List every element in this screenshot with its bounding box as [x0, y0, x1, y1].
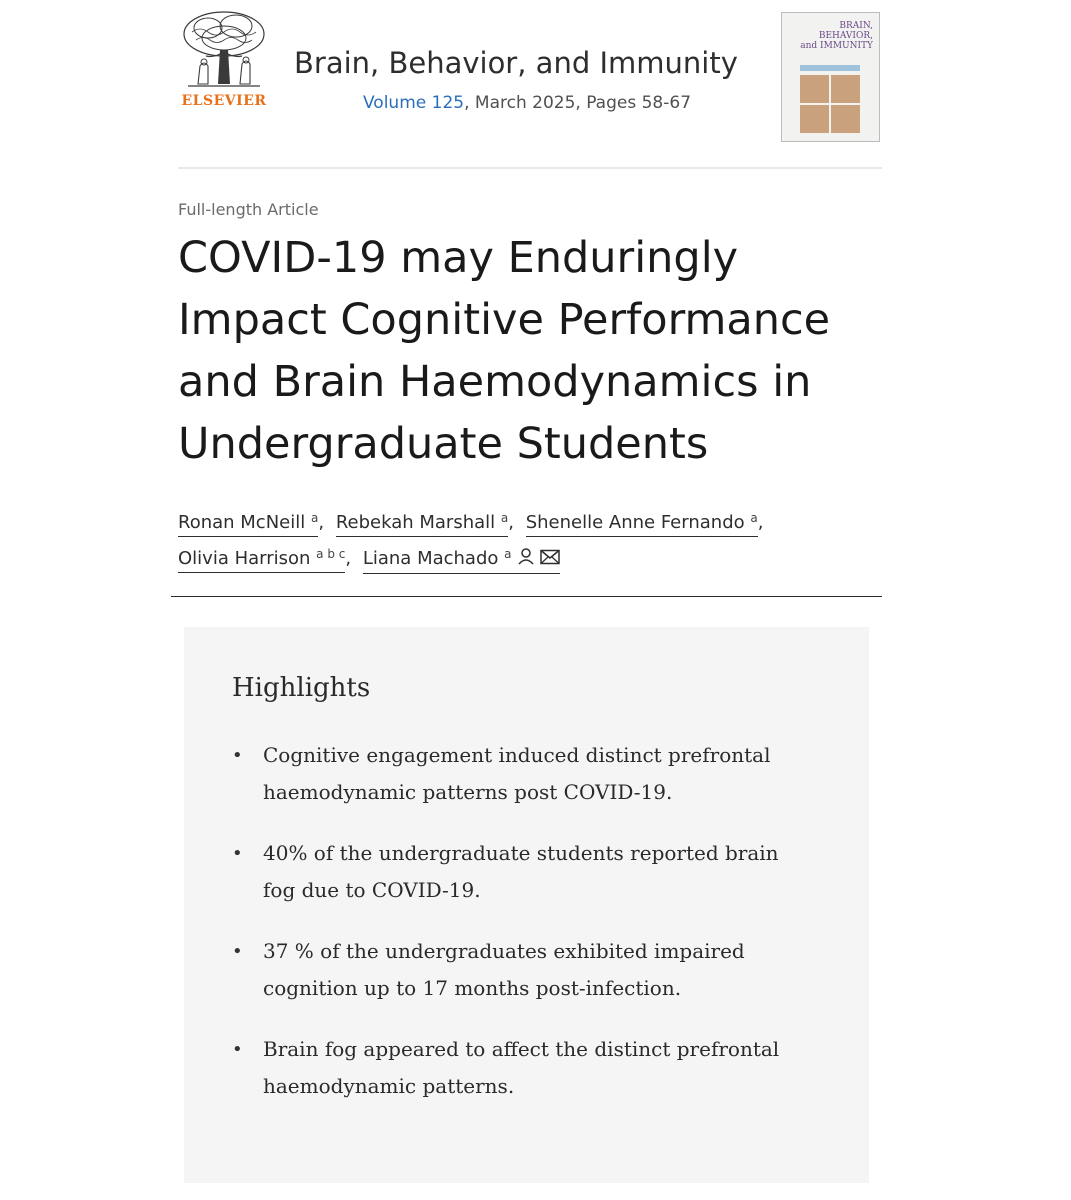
bullet-icon: • — [232, 941, 243, 962]
highlight-item: • Cognitive engagement induced distinct prefrontal haemodynamic patterns post COVID-19. — [232, 737, 792, 811]
author-affiliation: a — [750, 511, 758, 525]
journal-cover-thumbnail[interactable] — [781, 12, 880, 142]
highlights-panel — [184, 627, 869, 1183]
author-line-1 — [178, 505, 878, 541]
journal-title[interactable]: Brain, Behavior, and Immunity — [294, 46, 738, 80]
cover-title: BRAIN, BEHAVIOR, and IMMUNITY — [800, 21, 873, 51]
elsevier-tree-icon — [178, 10, 270, 92]
volume-link[interactable]: Volume 125 — [363, 93, 465, 113]
journal-header — [178, 10, 882, 144]
envelope-icon — [540, 549, 560, 571]
bullet-icon: • — [232, 843, 243, 864]
highlight-item: • Brain fog appeared to affect the distinct prefrontal haemodynamic patterns. — [232, 1031, 792, 1105]
person-icon — [517, 547, 535, 571]
author-affiliation: a — [310, 511, 319, 525]
cover-graphic-image — [800, 75, 860, 133]
author-line-2 — [178, 541, 878, 577]
article-type-label: Full-length Article — [178, 200, 319, 219]
article-title: COVID-19 may Enduringly Impact Cognitive Performance and Brain Haemodynamics in Undergraduate Students — [178, 233, 831, 469]
cover-graphic-bar — [800, 65, 860, 71]
highlights-heading: Highlights — [232, 673, 371, 703]
publisher-name: ELSEVIER — [181, 93, 267, 109]
header-divider — [178, 167, 882, 169]
elsevier-logo[interactable] — [178, 10, 270, 118]
bullet-icon: • — [232, 1039, 243, 1060]
highlight-item: • 37 % of the undergraduates exhibited impaired cognition up to 17 months post-infection. — [232, 933, 792, 1007]
author-rebekah-marshall[interactable]: Rebekah Marshall $^a$ — [336, 507, 508, 537]
author-affiliation: a — [504, 547, 512, 561]
author-liana-machado[interactable]: Liana Machado $^a$ — [363, 543, 560, 574]
journal-issue-info — [363, 93, 691, 113]
author-affiliation: a b c — [316, 547, 346, 561]
bullet-icon: • — [232, 745, 243, 766]
highlight-item: • 40% of the undergraduate students reported brain fog due to COVID-19. — [232, 835, 792, 909]
issue-details: , March 2025, Pages 58-67 — [464, 93, 692, 113]
author-ronan-mcneill[interactable]: Ronan McNeill $^a$ — [178, 507, 318, 537]
author-list — [178, 505, 878, 577]
highlights-list — [232, 737, 792, 1129]
author-separator: , — [318, 512, 325, 533]
author-separator: , — [757, 512, 764, 533]
author-olivia-harrison[interactable]: Olivia Harrison $^{a b c}$ — [178, 543, 345, 573]
author-affiliation: a — [500, 511, 509, 525]
author-separator: , — [508, 512, 514, 533]
article-divider — [171, 596, 882, 597]
author-separator: , — [345, 548, 352, 569]
author-shenelle-anne-fernando[interactable]: Shenelle Anne Fernando $^a$ — [526, 507, 758, 537]
